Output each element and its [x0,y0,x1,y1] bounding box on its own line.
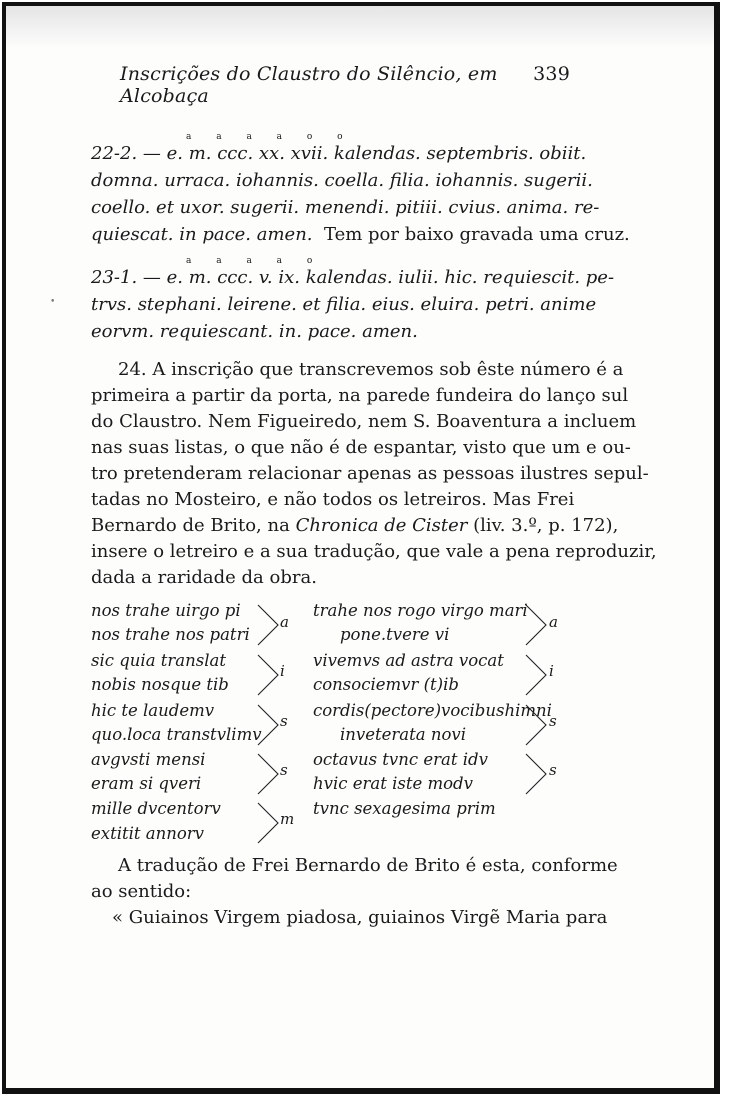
verse-left-line: nos trahe uirgo pi [91,601,241,620]
verse-left-line: hic te laudemv [91,701,215,720]
superscript-letters: a a a a o o [186,132,354,142]
brace-mark [524,703,550,747]
brace-mark [256,703,282,747]
header-title: Inscrições do Claustro do Silêncio, em Alcobaça [120,63,498,107]
brace-mark [256,752,282,796]
paragraph-line: primeira a partir da porta, na parede fundeira do lanço sul [91,385,629,406]
brace-letter: i [280,662,285,680]
verse-right-line: tvnc sexagesima prim [313,799,496,818]
brace-letter: i [549,662,554,680]
verse-left-line: nos trahe nos patri [91,625,250,644]
paragraph-line: tadas no Mosteiro, e não todos os letreiros. Mas Frei [91,489,575,510]
paragraph-line: insere o letreiro e a sua tradução, que vale a pena reproduzir, [91,541,657,562]
verse-left-line: avgvsti mensi [91,750,206,769]
paragraph-line: tro pretenderam relacionar apenas as pessoas ilustres sepul- [91,463,649,484]
brace-letter: s [280,761,288,779]
verse-right-line: cordis(pectore)vocibushimni [313,701,552,720]
translation-line: « Guiainos Virgem piadosa, guiainos Virgẽ Maria para [112,907,608,928]
translation-line: A tradução de Frei Bernardo de Brito é esta, conforme [118,855,618,876]
verse-left-line: eram si qveri [91,774,202,793]
brace-mark [256,653,282,697]
verse-left-line: quo.loca transtvlimv [91,725,262,744]
brace-mark [256,801,282,845]
inscription-line: domna. urraca. iohannis. coella. filia. iohannis. sugerii. [91,170,593,191]
paragraph-line-citation [91,512,618,539]
paragraph-line: 24. A inscrição que transcrevemos sob êste número é a [118,359,624,380]
brace-mark [256,603,282,647]
verse-left-line: extitit annorv [91,824,204,843]
author-ref: Bernardo de Brito, na [91,515,290,536]
note-cross: Tem por baixo gravada uma cruz. [323,224,630,245]
inscription-end: quiescat. in pace. amen. [91,224,313,245]
verse-right-line: pone.tvere vi [340,625,450,644]
verse-right-line: trahe nos rogo virgo mari [313,601,528,620]
verse-left-line: mille dvcentorv [91,799,221,818]
inscription-line: trvs. stephani. leirene. et filia. eius. eluira. petri. anime [91,294,597,315]
brace-letter: s [549,712,557,730]
brace-mark [524,752,550,796]
inscription-last-line [91,221,630,248]
brace-letter: s [549,761,557,779]
inscription-line: coello. et uxor. sugerii. menendi. pitiii. cvius. anima. re- [91,197,600,218]
scan-speck: • [50,297,56,307]
running-header [120,63,570,107]
translation-line: ao sentido: [91,881,192,902]
verse-right-line: vivemvs ad astra vocat [313,651,504,670]
brace-mark [524,603,550,647]
paragraph-line: do Claustro. Nem Figueiredo, nem S. Boaventura a incluem [91,411,637,432]
paragraph-line: dada a raridade da obra. [91,567,317,588]
verse-right-line: hvic erat iste modv [313,774,473,793]
brace-letter: s [280,712,288,730]
book-ref: (liv. 3.º, p. 172), [473,515,619,536]
book-title: Chronica de Cister [295,515,468,536]
inscription-line: 23-1. — e. m. ccc. v. ix. kalendas. iulii. hic. requiescit. pe- [91,267,615,288]
brace-letter: m [280,810,295,828]
page-number: 339 [533,63,570,85]
brace-letter: a [549,613,558,631]
verse-left-line: sic quia translat [91,651,226,670]
verse-right-line: octavus tvnc erat idv [313,750,488,769]
brace-letter: a [280,613,289,631]
inscription-line: eorvm. requiescant. in. pace. amen. [91,321,418,342]
verse-right-line: inveterata novi [340,725,466,744]
inscription-line: 22-2. — e. m. ccc. xx. xvii. kalendas. septembris. obiit. [91,143,587,164]
paragraph-line: nas suas listas, o que não é de espantar, visto que um e ou- [91,437,631,458]
verse-right-line: consociemvr (t)ib [313,675,459,694]
superscript-letters: a a a a o [186,256,324,266]
brace-mark [524,653,550,697]
scan-shade [6,6,714,48]
verse-left-line: nobis nosque tib [91,675,229,694]
